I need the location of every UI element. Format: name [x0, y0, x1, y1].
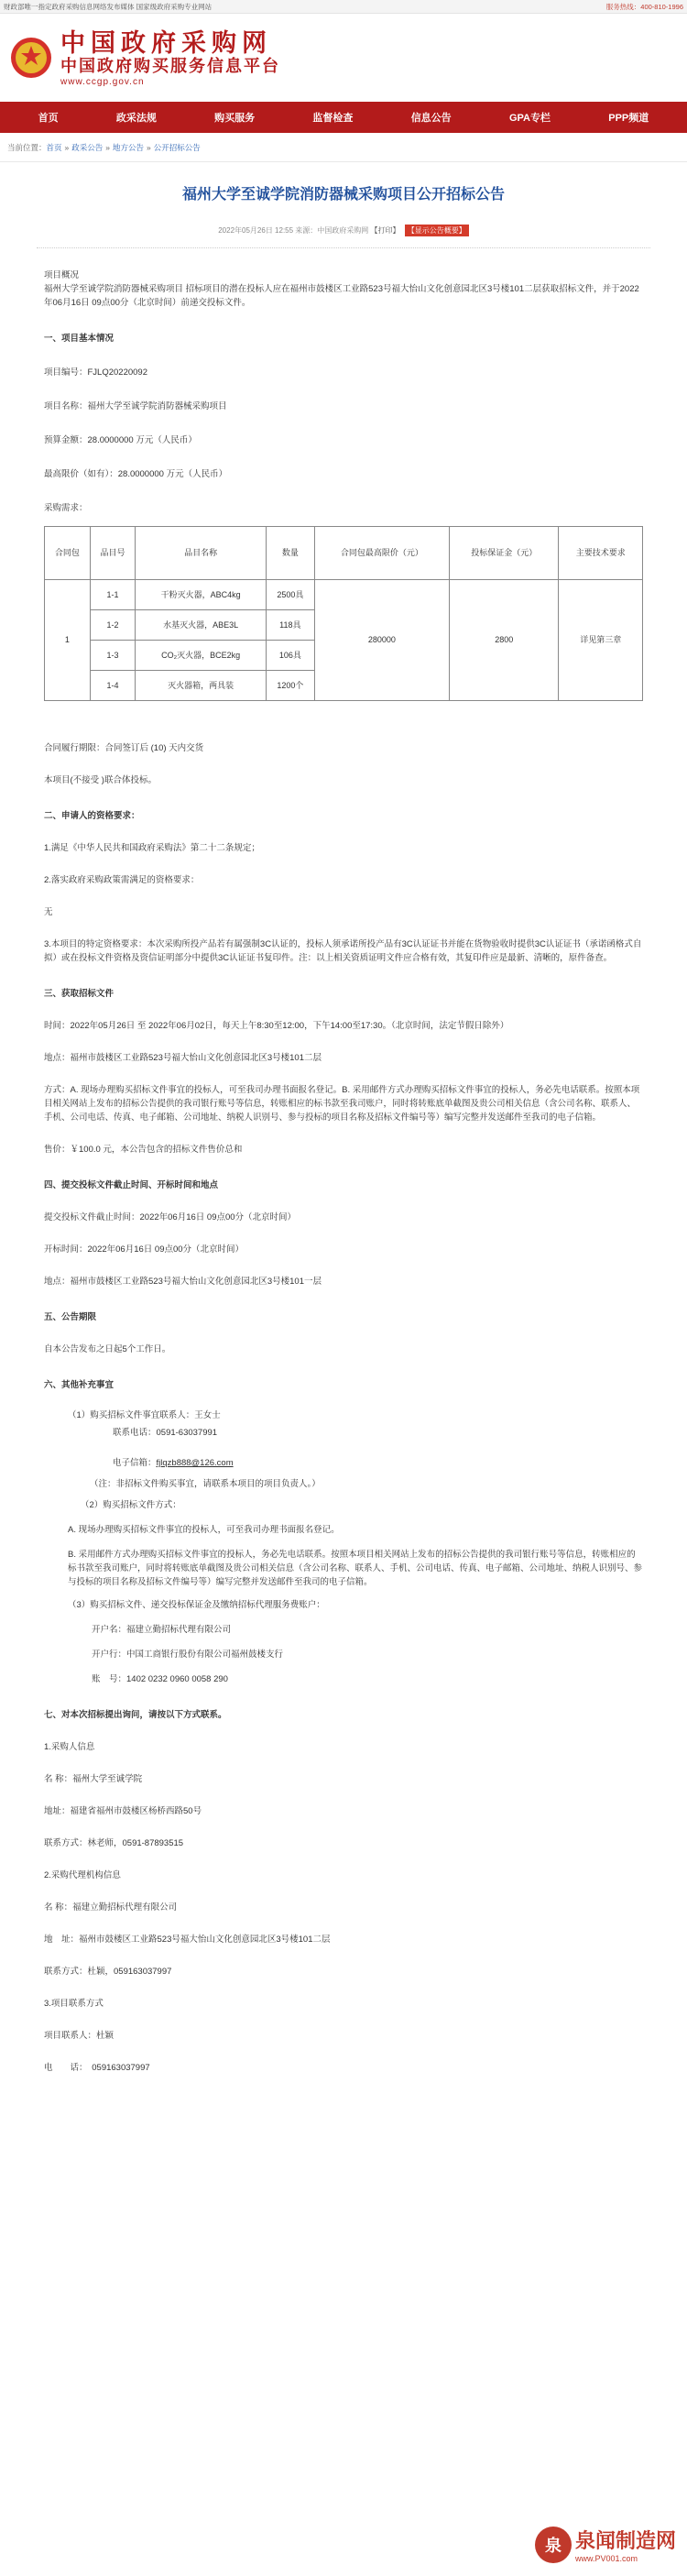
section-5-heading: 五、公告期限: [44, 1312, 97, 1322]
footer: [0, 2474, 687, 2576]
nav-gpa[interactable]: GPA专栏: [508, 113, 551, 124]
qualification-2: 2.落实政府采购政策需满足的资格要求：: [44, 875, 200, 885]
contact-1-address: 地址：福建省福州市鼓楼区杨桥西路50号: [44, 1806, 202, 1816]
topbar-slogan: 财政部唯一指定政府采购信息网络发布媒体 国家级政府采购专业网站: [4, 2, 213, 11]
nav-supervision[interactable]: 监督检查: [312, 113, 354, 124]
item-name: 水基灭火器，ABE3L: [136, 610, 267, 641]
qualification-1: 1.满足《中华人民共和国政府采购法》第二十二条规定；: [44, 843, 260, 853]
project-name: 项目名称：福州大学至诚学院消防器械采购项目: [44, 401, 227, 411]
national-emblem-icon: [9, 35, 53, 81]
table-row: [45, 580, 643, 610]
obtain-time: 时间：2022年05月26日 至 2022年06月02日，每天上午8:30至12:00，下午14:00至17:30。（北京时间，法定节假日除外）: [44, 1021, 509, 1031]
show-summary-button[interactable]: 【显示公告概要】: [405, 225, 469, 236]
site-header: [0, 14, 687, 102]
table-header: 数量: [266, 527, 314, 580]
obtain-method: 方式：A. 现场办理购买招标文件事宜的投标人，可至我司办理书面报名登记。B. 采用邮件方式办理购买招标文件事宜的投标人，务必先电话联系。按照本项目相关网站上发布的招标公告提供的我司银行账号等信息，转账相应的标书款至我司账户，同时将转账底单截图及贵公司相关信息（含公司名称、联系人、手机、公司电话、传真、电子邮箱、公司地址、纳税人识别号、参与投标的项目名称及招标文件编号等）编写完整并发送邮件至我司的电子信箱。: [44, 1085, 640, 1123]
item-qty: 1200个: [266, 671, 314, 701]
other-1-tel: 联系电话：0591-63037991: [113, 1428, 218, 1438]
item-name: 灭火器箱，两具装: [136, 671, 267, 701]
table-header: 品目号: [90, 527, 136, 580]
open-time: 开标时间：2022年06月16日 09点00分（北京时间）: [44, 1244, 245, 1255]
section-7-heading: 七、对本次招标提出询问，请按以下方式联系。: [44, 1710, 227, 1720]
overview-text: 福州大学至诚学院消防器械采购项目 招标项目的潜在投标人应在福州市鼓楼区工业路523号福大怡山文化创意园北区3号楼101二层获取招标文件，并于2022年06月16日 09点00分（北京时间）前递交投标文件。: [44, 284, 639, 308]
contact-3-tel: 电 话： 059163037997: [44, 2063, 150, 2073]
mail-label: 电子信箱：: [113, 1458, 157, 1468]
watermark-logo: [535, 2526, 676, 2563]
other-2a: A. 现场办理购买招标文件事宜的投标人，可至我司办理书面报名登记。: [68, 1525, 340, 1535]
breadcrumb-prefix: 当前位置：: [7, 142, 47, 152]
overview-heading: 项目概况: [44, 270, 80, 280]
qualification-2-value: 无: [44, 907, 53, 917]
item-qty: 118具: [266, 610, 314, 641]
max-price: 最高限价（如有）：28.0000000 万元（人民币）: [44, 469, 228, 479]
article-body: [0, 269, 687, 2075]
other-2b: B. 采用邮件方式办理购买招标文件事宜的投标人，务必先电话联系。按照本项目相关网站上发布的招标公告提供的我司银行账号等信息，转账相应的标书款至我司账户，同时将转账底单截图及贵公司相关信息（含公司名称、联系人、手机、公司电话、传真、电子邮箱、公司地址、纳税人识别号、参与投标的项目名称及招标文件编号等）编写完整并发送邮件至我司的电子信箱。: [68, 1550, 643, 1587]
article-meta: [37, 225, 650, 236]
breadcrumb: 当前位置： 首页 » 政采公告 » 地方公告 » 公开招标公告: [0, 133, 687, 162]
page-title: 福州大学至诚学院消防器械采购项目公开招标公告: [181, 187, 505, 203]
logo-url: www.ccgp.gov.cn: [60, 76, 145, 87]
obtain-place: 地点：福州市鼓楼区工业路523号福大怡山文化创意园北区3号楼101二层: [44, 1053, 322, 1063]
tech-cell: 详见第三章: [559, 580, 643, 701]
account-name: 开户名：福建立勤招标代理有限公司: [92, 1625, 232, 1635]
section-6-heading: 六、其他补充事宜: [44, 1380, 114, 1390]
publish-info: 2022年05月26日 12:55 来源：中国政府采购网: [218, 226, 369, 235]
contact-2-heading: 2.采购代理机构信息: [44, 1870, 121, 1880]
logo-title: 中国政府采购网: [60, 28, 272, 57]
breadcrumb-tender[interactable]: 公开招标公告: [153, 142, 201, 152]
item-no: 1-1: [90, 580, 136, 610]
item-qty: 2500具: [266, 580, 314, 610]
account-number: 账 号：1402 0232 0960 0058 290: [92, 1674, 228, 1684]
other-2: （2）购买招标文件方式：: [81, 1500, 181, 1510]
main-nav: [0, 102, 687, 133]
budget: 预算金额：28.0000000 万元（人民币）: [44, 435, 197, 445]
site-logo[interactable]: [60, 29, 280, 87]
contact-2-name: 名 称：福建立勤招标代理有限公司: [44, 1902, 178, 1913]
contact-3-person: 项目联系人：杜颖: [44, 2031, 114, 2041]
contact-1-heading: 1.采购人信息: [44, 1742, 95, 1752]
section-1-heading: 一、项目基本情况: [44, 334, 114, 344]
contact-3-heading: 3.项目联系方式: [44, 1999, 104, 2009]
email-link[interactable]: fjlqzb888@126.com: [156, 1458, 234, 1468]
other-3: （3）购买招标文件、递交投标保证金及缴纳招标代理服务费账户：: [68, 1600, 325, 1610]
logo-subtitle: 中国政府购买服务信息平台: [60, 56, 280, 75]
article: [0, 182, 687, 248]
contact-2-address: 地 址：福州市鼓楼区工业路523号福大怡山文化创意园北区3号楼101二层: [44, 1935, 331, 1945]
nav-ppp[interactable]: PPP频道: [608, 113, 649, 124]
other-1-mail-row: [44, 1456, 643, 1470]
other-1-note: （注：非招标文件购买事宜，请联系本项目的项目负责人。）: [90, 1479, 321, 1489]
divider: [37, 247, 650, 248]
top-info-bar: [0, 0, 687, 14]
section-4-heading: 四、提交投标文件截止时间、开标时间和地点: [44, 1180, 219, 1190]
nav-announcements[interactable]: 信息公告: [410, 113, 452, 124]
watermark-badge-icon: 泉: [535, 2527, 572, 2563]
contact-1-name: 名 称：福州大学至诚学院: [44, 1774, 143, 1784]
breadcrumb-local[interactable]: 地方公告: [113, 142, 145, 152]
table-header: 主要技术要求: [559, 527, 643, 580]
section-2-heading: 二、申请人的资格要求：: [44, 811, 140, 821]
service-hotline: 服务热线：400-810-1996: [605, 2, 683, 11]
item-no: 1-2: [90, 610, 136, 641]
contract-term: 合同履行期限：合同签订后 (10) 天内交货: [44, 743, 204, 753]
watermark-name: 泉闻制造网: [574, 2529, 676, 2552]
item-no: 1-3: [90, 641, 136, 671]
notice-period: 自本公告发布之日起5个工作日。: [44, 1344, 171, 1354]
contact-1-tel: 联系方式：林老师，0591-87893515: [44, 1838, 184, 1848]
item-name: 干粉灭火器，ABC4kg: [136, 580, 267, 610]
print-link[interactable]: 【打印】: [370, 226, 400, 235]
project-code: 项目编号：FJLQ20220092: [44, 367, 147, 378]
open-place: 地点：福州市鼓楼区工业路523号福大怡山文化创意园北区3号楼101一层: [44, 1277, 322, 1287]
max-price-cell: 280000: [314, 580, 449, 701]
nav-purchase-services[interactable]: 购买服务: [214, 113, 256, 124]
item-qty: 106具: [266, 641, 314, 671]
nav-home[interactable]: 首页: [38, 113, 59, 124]
qualification-3: 3.本项目的特定资格要求：本次采购所投产品若有属强制3C认证的，投标人须承诺所投产品有3C认证证书并能在货物验收时提供3C认证证书（承诺函格式自拟）或在投标文件资格及资信证明部分中提供3C认证证书复印件。注：以上相关资质证明文件应合格有效，其复印件应是最新、清晰的，原件备查。: [44, 939, 642, 963]
watermark-url: www.PV001.com: [574, 2554, 638, 2563]
item-name: CO₂灭火器，BCE2kg: [136, 641, 267, 671]
breadcrumb-home[interactable]: 首页: [46, 142, 62, 152]
section-3-heading: 三、获取招标文件: [44, 989, 114, 999]
requirement-label: 采购需求：: [44, 503, 88, 513]
other-1: （1）购买招标文件事宜联系人：王女士: [68, 1410, 221, 1420]
package-cell: 1: [45, 580, 91, 701]
deposit-cell: 2800: [450, 580, 559, 701]
contact-2-tel: 联系方式：杜颖，059163037997: [44, 1967, 172, 1977]
table-header: 品目名称: [136, 527, 267, 580]
requirement-table: [44, 526, 643, 701]
table-header: 合同包: [45, 527, 91, 580]
breadcrumb-announcements[interactable]: 政采公告: [71, 142, 104, 152]
item-no: 1-4: [90, 671, 136, 701]
account-bank: 开户行：中国工商银行股份有限公司福州鼓楼支行: [92, 1650, 284, 1660]
submit-deadline: 提交投标文件截止时间：2022年06月16日 09点00分（北京时间）: [44, 1212, 297, 1222]
table-header: 合同包最高限价（元）: [314, 527, 449, 580]
table-header: 投标保证金（元）: [450, 527, 559, 580]
nav-regulations[interactable]: 政采法规: [115, 113, 157, 124]
document-price: 售价：￥100.0 元，本公告包含的招标文件售价总和: [44, 1145, 243, 1155]
joint-bid: 本项目(不接受 )联合体投标。: [44, 775, 157, 785]
